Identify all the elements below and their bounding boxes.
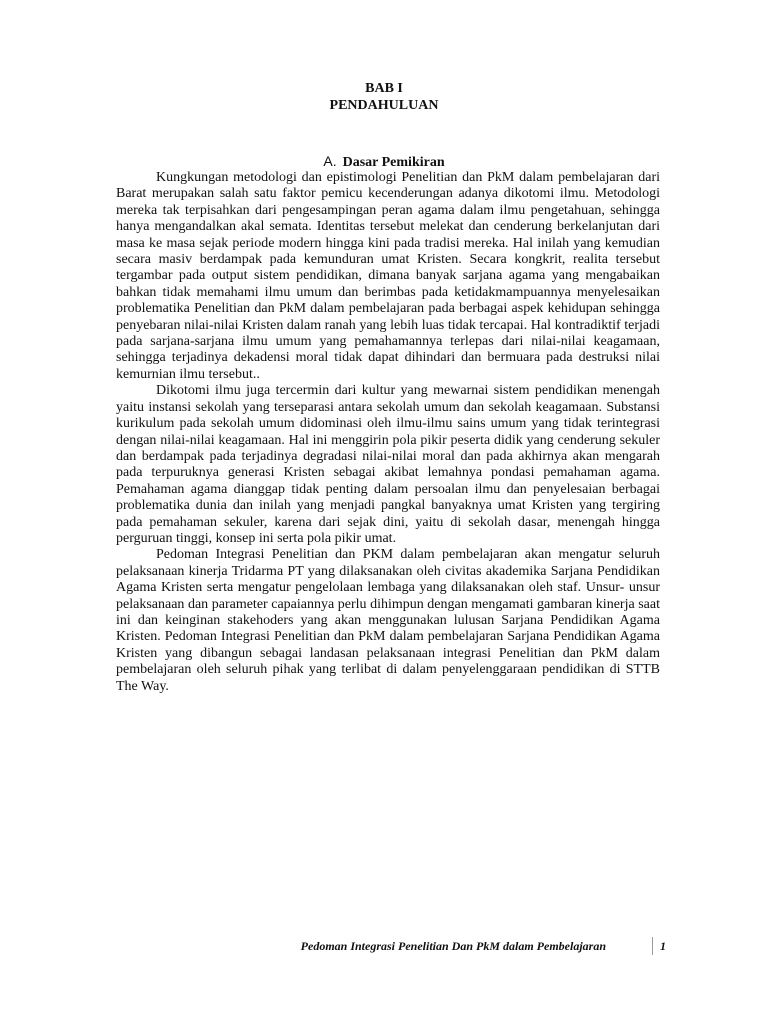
chapter-number: BAB I	[365, 81, 403, 96]
page-number: 1	[660, 939, 666, 953]
page-footer	[0, 937, 768, 957]
paragraph: Pedoman Integrasi Penelitian dan PKM dalam pembelajaran akan mengatur seluruh pelaksanaan kinerja Tridarma PT yang dilaksanakan oleh civitas akademika Sarjana Pendidikan Agama Kristen serta mengatur pengelolaan lembaga yang dilaksanakan oleh staf. Unsur- unsur pelaksanaan dan parameter capaiannya perlu dihimpun dengan mengamati gambaran kinerja saat ini dan keinginan stakehoders yang akan menggunakan lulusan Sarjana Pendidikan Agama Kristen. Pedoman Integrasi Penelitian dan PkM dalam pembelajaran Sarjana Pendidikan Agama Kristen yang dibangun sebagai landasan pelaksanaan integrasi Penelitian dan PkM dalam pembelajaran oleh seluruh pihak yang terlibat di dalam penyelenggaraan pendidikan di STTB The Way.	[116, 547, 660, 694]
body-text	[116, 170, 660, 695]
section-title: Dasar Pemikiran	[342, 155, 445, 170]
chapter-title: PENDAHULUAN	[329, 98, 439, 113]
section-heading	[0, 152, 768, 172]
paragraph: Dikotomi ilmu juga tercermin dari kultur yang mewarnai sistem pendidikan menengah yaitu instansi sekolah yang terseparasi antara sekolah umum dan sekolah keagamaan. Substansi kurikulum pada sekolah umum didominasi oleh ilmu-ilmu sains umum yang tidak terintegrasi dengan nilai-nilai keagamaan. Hal ini menggirin pola pikir peserta didik yang cenderung sekuler dan berdampak pada terjadinya degradasi nilai-nilai moral dan pada akhirnya akan mengarah pada terpuruknya generasi Kristen sebagai akibat lemahnya pondasi pemahaman agama. Pemahaman agama dianggap tidak penting dalam persoalan ilmu dan penyelesaian berbagai problematika dunia dan inilah yang menjadi pangkal banyaknya umat Kristen yang tergiring pada pemahaman sekuler, karena dari sejak dini, yaitu di sekolah dasar, menengah hingga perguruan tinggi, konsep ini serta pola pikir umat.	[116, 383, 660, 546]
footer-title: Pedoman Integrasi Penelitian Dan PkM dalam Pembelajaran	[300, 939, 606, 953]
chapter-heading	[0, 80, 768, 114]
paragraph: Kungkungan metodologi dan epistimologi Penelitian dan PkM dalam pembelajaran dari Barat merupakan salah satu faktor pemicu kecenderungan adanya dikotomi ilmu. Metodologi mereka tak terpisahkan dari pengesampingan peran agama dalam ilmu pengetahuan, sehingga hanya mengandalkan akal semata. Identitas tersebut melekat dan cenderung berkelanjutan dari masa ke masa sejak periode modern hingga kini pada tradisi mereka. Hal inilah yang kemudian secara masiv berdampak pada kemunduran umat Kristen. Secara kongkrit, realita tersebut tergambar pada output sistem pendidikan, dimana banyak sarjana agama yang mengabaikan bahkan tidak memahami ilmu umum dan berimbas pada ketidakmampuannya menyelesaikan problematika Penelitian dan PkM dalam pembelajaran pada berbagai aspek kehidupan sehingga penyebaran nilai-nilai Kristen dalam ranah yang lebih luas tidak tercapai. Hal kontradiktif terjadi pada sarjana-sarjana ilmu umum yang pemahamannya terlepas dari nilai-nilai keagamaan, sehingga terjadinya dekadensi moral tidak dapat dihindari dan bermuara pada destruksi nilai kemurnian ilmu tersebut..	[116, 170, 660, 382]
footer-divider	[652, 937, 653, 955]
section-letter: A.	[323, 153, 337, 169]
